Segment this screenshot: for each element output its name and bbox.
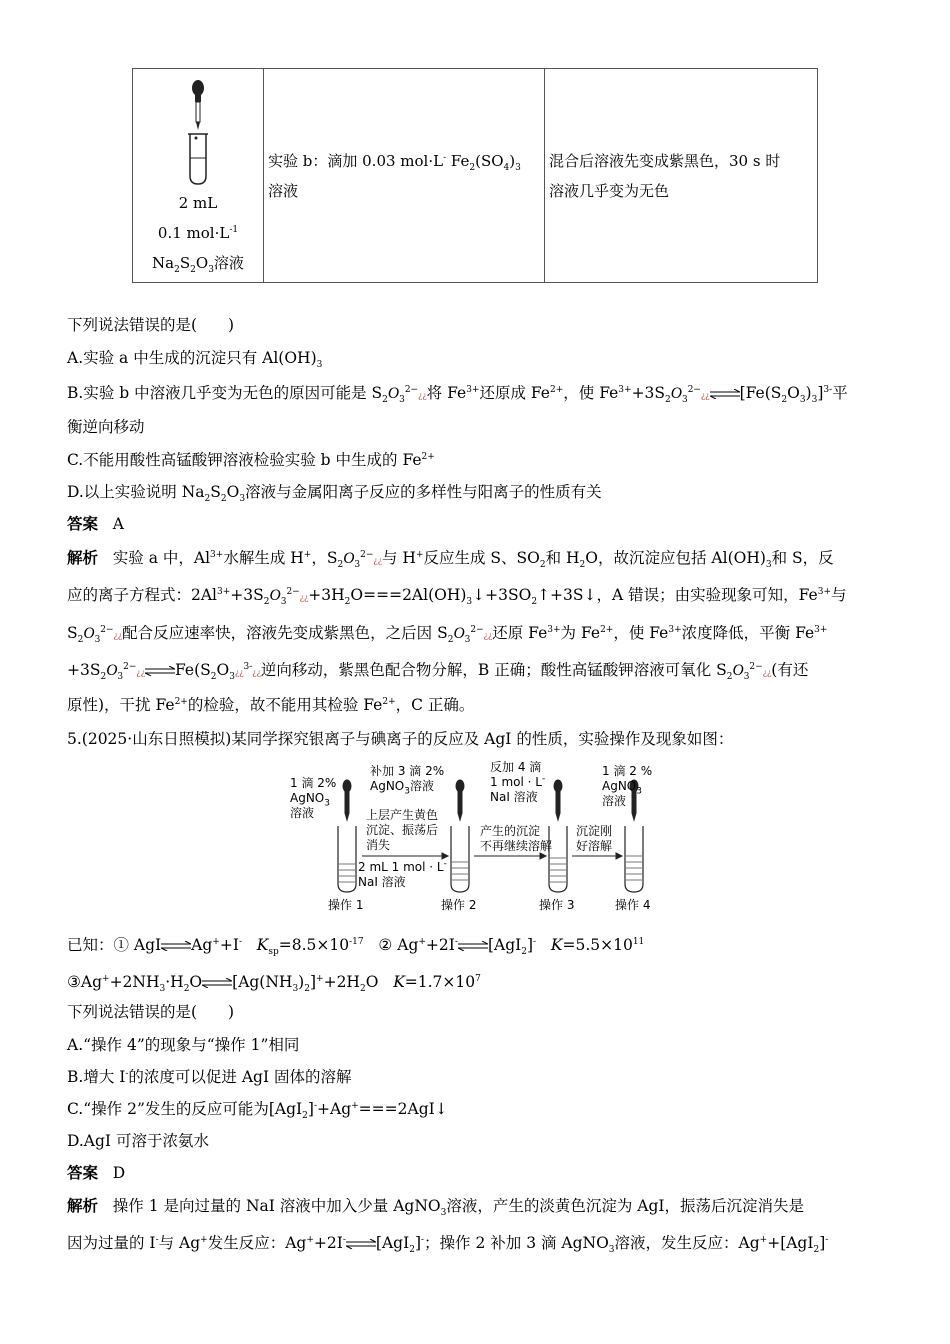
q5-title: 5.(2025·山东日照模拟)某同学探究银离子与碘离子的反应及 AgI 的性质，实验操作及现象如图： bbox=[67, 730, 734, 748]
q5-option-d: D.AgI 可溶于浓氨水 bbox=[67, 1132, 209, 1150]
q4-option-c: C.不能用酸性高锰酸钾溶液检验实验 b 中生成的 $Fe^{2+}$ bbox=[67, 451, 435, 469]
figure-label-solution: 2 mL 1 mol · L- NaI 溶液 bbox=[358, 859, 447, 889]
figure-label-op2: 操作 2 bbox=[441, 898, 477, 912]
result-cell: 混合后溶液先变成紫黑色，30 s 时 溶液几乎变为无色 bbox=[545, 69, 818, 283]
q5-known-1: 已知：① AgI Ag++I- $K_{sp}=8.5\times 10^{-17}$ ② Ag++2I- [AgI$_2$]- $K=5.5\times 10^{11}$ bbox=[67, 936, 645, 958]
q5-known-2: $③Ag^++2NH_3\cdot H_2O$ $[Ag(NH_3)_2]^++2H_2O$ $K=1.7\times 10^7$ bbox=[67, 973, 481, 995]
figure-label-op1-reagent: 1 滴 2% AgNO$_3$ 溶液 bbox=[290, 776, 337, 820]
figure-label-arrow3: 沉淀刚 好溶解 bbox=[576, 824, 613, 853]
equilibrium-arrow-icon bbox=[458, 941, 488, 951]
figure-label-op4: 操作 4 bbox=[615, 898, 651, 912]
q5-stem: 下列说法错误的是( ) bbox=[67, 1003, 235, 1021]
figure-label-arrow2: 产生的沉淀 不再继续溶解 bbox=[480, 824, 553, 853]
q4-option-a: A.实验 a 中生成的沉淀只有 $Al(OH)_3$ bbox=[67, 349, 323, 371]
reagent-cell bbox=[133, 69, 264, 283]
figure-label-op3-reagent: 反加 4 滴 1 mol · L- NaI 溶液 bbox=[490, 760, 546, 804]
equilibrium-arrow-icon bbox=[346, 1239, 376, 1249]
q5-option-c: C.“操作 2”发生的反应可能为[AgI$_2$]-+Ag+===2AgI↓ bbox=[67, 1100, 448, 1122]
q4-answer: 答案 A bbox=[67, 514, 124, 533]
figure-label-op3: 操作 3 bbox=[539, 898, 575, 912]
experiment-table bbox=[132, 68, 818, 283]
q4-analysis-line1: 解析 实验 a 中，$Al^{3+}$水解生成 H+，$S_2O_3^{2-}¿¿$与 H+反应生成 S、$SO_2$和 $H_2O$，故沉淀应包括 $Al(OH)_3$和 S，反 bbox=[67, 548, 834, 571]
test-tube-dropper-icon bbox=[178, 78, 218, 188]
q5-option-b: B.增大 I-的浓度可以促进 AgI 固体的溶解 bbox=[67, 1068, 352, 1086]
q4-analysis-line5: 原性)，干扰 $Fe^{2+}$的检验，故不能用其检验 $Fe^{2+}$，C 正确。 bbox=[67, 696, 475, 714]
equilibrium-arrow-icon bbox=[202, 978, 232, 988]
experiment-cell: 实验 b：滴加 0.03 mol·L- $Fe_2(SO_4)_3$ 溶液 bbox=[264, 69, 545, 283]
q4-stem: 下列说法错误的是( ) bbox=[67, 316, 235, 334]
q5-option-a: A.“操作 4”的现象与“操作 1”相同 bbox=[67, 1036, 300, 1054]
equilibrium-arrow-icon bbox=[710, 389, 740, 399]
equilibrium-arrow-icon bbox=[145, 666, 175, 676]
reagent-volume: 2 mL bbox=[178, 193, 218, 212]
reagent-name: $Na_2S_2O_3$溶液 bbox=[152, 253, 244, 275]
figure-label-arrow1: 上层产生黄色 沉淀、振荡后 消失 bbox=[366, 808, 439, 852]
experiment-figure bbox=[290, 760, 670, 915]
figure-label-op2-reagent: 补加 3 滴 2% AgNO$_3$溶液 bbox=[370, 764, 445, 797]
q4-option-b: B.实验 b 中溶液几乎变为无色的原因可能是 $S_2O_3^{2-}¿¿$将 $Fe^{3+}$还原成 $Fe^{2+}$，使 $Fe^{3+}+3S_2O_3^{2-}¿¿$ $[Fe(S_2O_3)_3]^{3-}$平 bbox=[67, 384, 848, 406]
q5-analysis-line1: 解析 操作 1 是向过量的 NaI 溶液中加入少量 AgNO$_3$溶液，产生的淡黄色沉淀为 AgI，振荡后沉淀消失是 bbox=[67, 1196, 805, 1219]
reagent-conc: 0.1 $mol\cdot L^{-1}$ bbox=[157, 223, 239, 242]
q4-analysis-line3: $S_2O_3^{2-}¿¿$配合反应速率快，溶液先变成紫黑色，之后因 $S_2O_3^{2-}¿¿$还原 $Fe^{3+}$为 $Fe^{2+}$，使 $Fe^{3+}$浓度降低，平衡 $Fe^{3+}$ bbox=[67, 624, 828, 646]
figure-label-op1: 操作 1 bbox=[328, 898, 364, 912]
figure-label-op4-reagent: 1 滴 2 % AgNO$_3$ 溶液 bbox=[602, 764, 653, 808]
q5-answer: 答案 D bbox=[67, 1163, 126, 1182]
q4-analysis-line4: $+3S_2O_3^{2-}¿¿$ $Fe(S_2O_3¿¿^{3-}¿¿$逆向移动，紫黑色配合物分解，B 正确；酸性高锰酸钾溶液可氧化 $S_2O_3^{2-}¿¿$(有还 bbox=[67, 661, 809, 683]
q4-option-b-cont: 衡逆向移动 bbox=[67, 418, 145, 436]
equilibrium-arrow-icon bbox=[161, 941, 191, 951]
q4-option-d: D.以上实验说明 $Na_2S_2O_3$溶液与金属阳离子反应的多样性与阳离子的性质有关 bbox=[67, 483, 602, 505]
q4-analysis-line2: 应的离子方程式：$2Al^{3+}+3S_2O_3^{2-}¿¿+3H_2O===2Al(OH)_3↓+3SO_2↑+3S↓$，A 错误；由实验现象可知，$Fe^{3+}$与 bbox=[67, 586, 847, 608]
q5-analysis-line2: 因为过量的 I-与 Ag+发生反应：Ag++2I- [AgI$_2$]-；操作 2 补加 3 滴 AgNO$_3$溶液，发生反应：Ag++[AgI$_2$]- bbox=[67, 1234, 829, 1256]
